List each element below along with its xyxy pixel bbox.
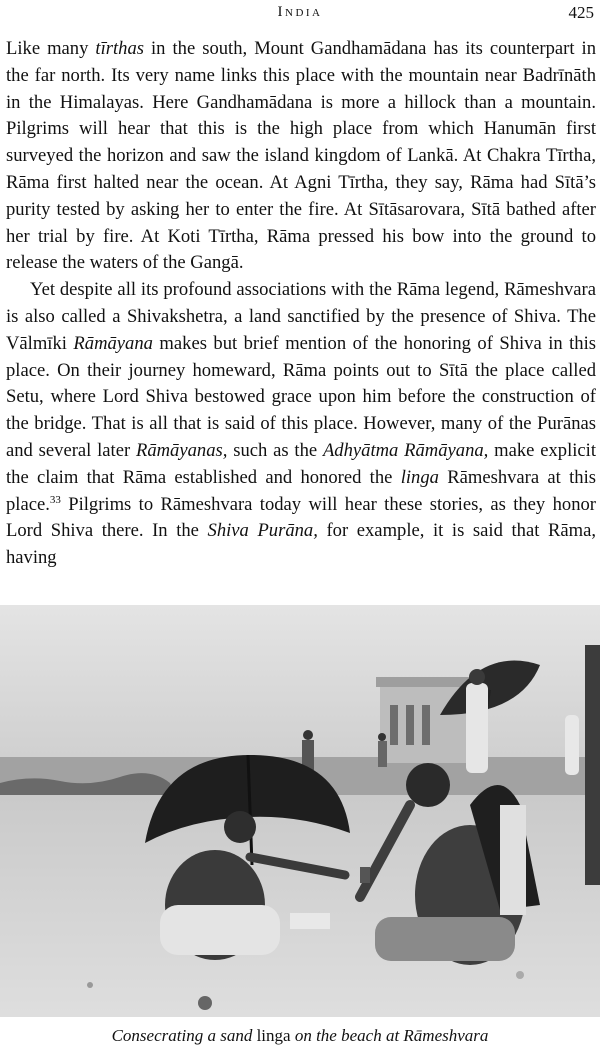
text-segment: in the south, Mount Gandhamādana has its counterpart in the far north. Its very name links this place with the mountain near Badrīnāth in the Himalayas. Here Gandhamādana is more a hillock than a mountain. Pilgrims will hear that this is the high place from which Hanumān first surveyed the horizon and saw the island kingdom of Lankā. At Chakra Tīrtha, Rāma first halted near the ocean. At Agni Tīrtha, they say, Rāma had Sītā’s purity tested by asking her to enter the fire. At Sītāsarovara, Sītā bathed after her trial by fire. At Koti Tīrtha, Rāma pressed his bow into the ground to release the waters of the Gangā. — [6, 38, 596, 274]
building-roof — [376, 677, 474, 687]
caption-text: on the beach at Rāmeshvara — [290, 1026, 489, 1045]
text-segment-italic: tīrthas — [95, 38, 144, 59]
body-text — [6, 36, 596, 572]
text-segment-italic: Rāmāyana — [73, 332, 153, 354]
text-segment-italic: Adhyātma Rāmāyana, — [322, 439, 489, 461]
paragraph-1 — [6, 36, 596, 277]
page-header — [0, 0, 600, 32]
text-segment: Yet despite all its profound associations with the Rāma legend, Rāmeshvara is also called a Shivakshetra, a land sanctified by the presence of Shiva. The Vālmīki — [6, 279, 596, 354]
text-segment-italic: Shiva Purāna, — [207, 520, 318, 542]
text-segment: makes but brief mention of the honoring of Shiva in this place. On their journey homeward, Rāma points out to Sītā the place called Setu, where Lord Shiva bestowed grace upon him before the construction of the bridge. That is all that is said of this place. However, many of the Purānas and several later — [6, 332, 596, 461]
caption-text: Consecrating a sand — [111, 1026, 257, 1045]
paragraph-2 — [6, 277, 596, 572]
photo-illustration — [0, 605, 600, 1017]
page-number: 425 — [568, 3, 594, 22]
footnote-ref[interactable]: 33 — [49, 493, 61, 506]
beach-photo — [0, 605, 600, 1017]
caption-term: linga — [256, 1026, 291, 1045]
running-head: India — [277, 4, 323, 20]
photo-caption — [0, 1026, 600, 1046]
text-segment-italic: linga — [400, 466, 439, 488]
text-segment: Like many — [6, 38, 96, 59]
standing-figure — [466, 683, 488, 773]
text-segment: Rāmeshvara at this place. — [6, 466, 596, 515]
sand-linga-offerings — [290, 913, 330, 929]
text-segment: such as the — [227, 439, 323, 461]
text-segment: make explicit the claim that Rāma established and honored the — [6, 439, 596, 488]
text-segment-italic: Rāmāyanas, — [135, 439, 228, 461]
text-segment: for example, it is said that Rāma, having — [6, 520, 596, 569]
text-segment: Pilgrims to Rāmeshvara today will hear these stories, as they honor Lord Shiva there. In the — [6, 493, 596, 542]
